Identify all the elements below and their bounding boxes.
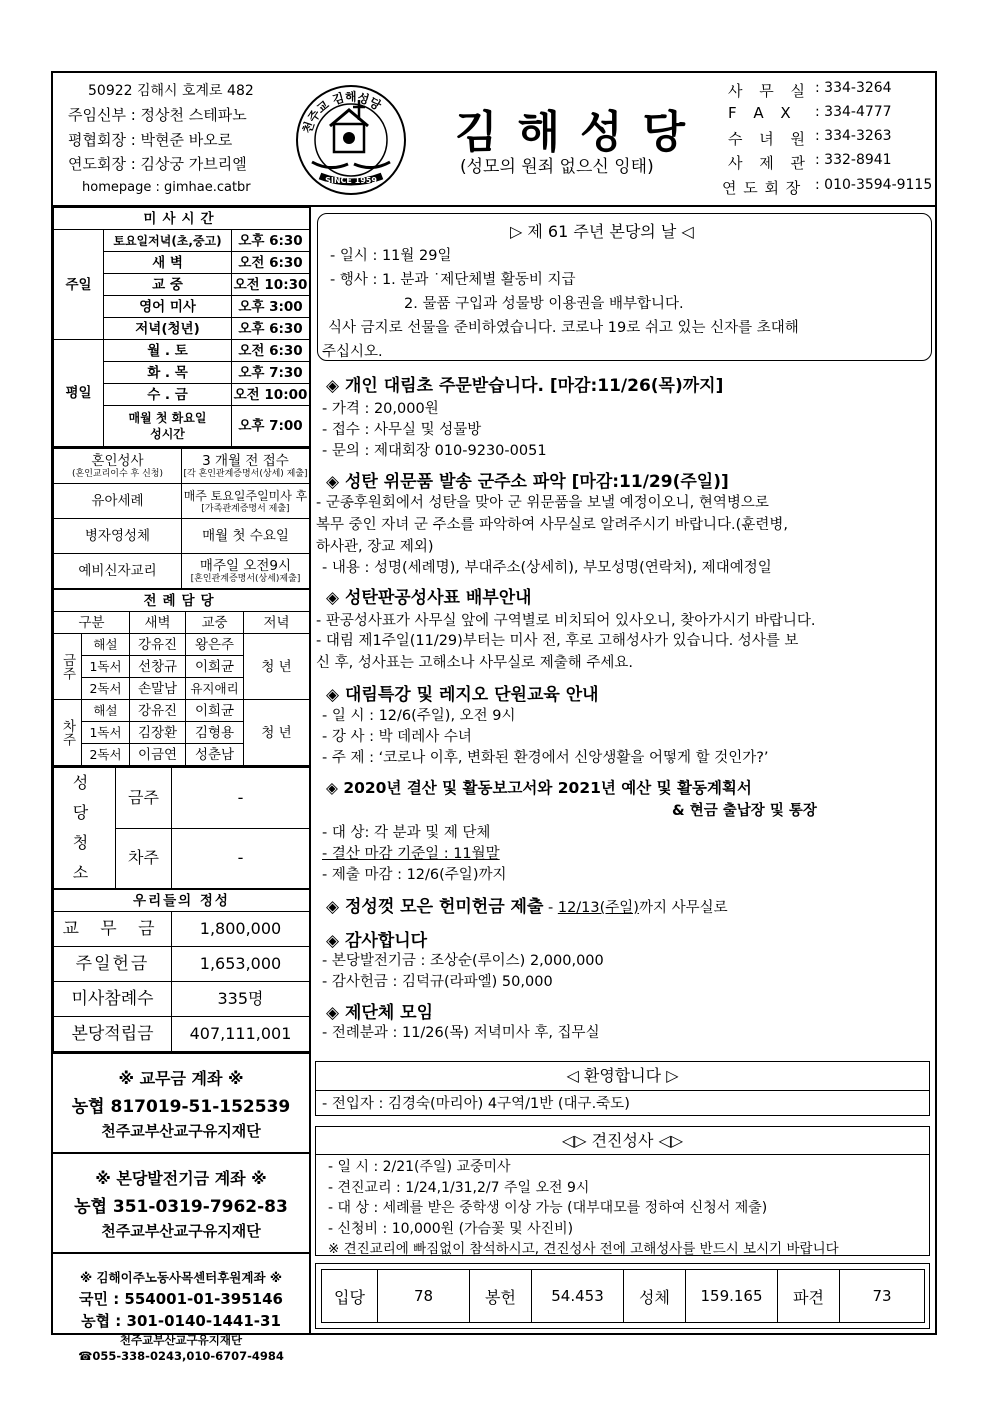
liturgy-dawn: 강유진 xyxy=(130,700,186,722)
sacrament-value: 3 개월 전 접수 xyxy=(202,453,289,469)
notice-line: - 감사헌금 : 김덕규(라파엘) 50,000 xyxy=(322,974,553,990)
confirmation-line: - 견진교리 : 1/24,1/31,2/7 주일 오전 9시 xyxy=(328,1179,590,1196)
sunday-label: 주일 xyxy=(54,230,104,340)
sacrament-name: 예비신자교리 xyxy=(54,554,182,589)
labor-center-holder: 천주교부산교구유지재단 xyxy=(119,1333,243,1347)
stat-label: 봉헌 xyxy=(470,1270,532,1323)
liturgy-role: 2독서 xyxy=(82,678,130,700)
notice-line: 신 후, 성사표는 고해소나 사무실로 제출해 주세요. xyxy=(316,655,634,671)
labor-center-line1: 국민 : 554001-01-395146 xyxy=(79,1290,283,1308)
stat-value: 78 xyxy=(378,1270,470,1323)
liturgy-role: 해설 xyxy=(82,634,130,656)
notice-title: ◈ 2020년 결산 및 활동보고서와 2021년 예산 및 활동계획서 xyxy=(326,779,752,797)
stat-label: 입당 xyxy=(322,1270,378,1323)
notice-line: - 군종후원회에서 성탄을 맞아 군 위문품을 보낼 예정이오니, 현역병으로 xyxy=(316,495,769,511)
notice-line: - 접수 : 사무실 및 성물방 xyxy=(322,422,482,438)
liturgy-main: 성춘남 xyxy=(186,744,244,766)
cleaning-table xyxy=(53,766,310,889)
offering-name: 미사참례수 xyxy=(54,982,172,1017)
offering-value: 1,653,000 xyxy=(172,947,310,982)
notice-title xyxy=(326,892,728,917)
stat-value: 54.453 xyxy=(532,1270,624,1323)
page-title: 김해성당 xyxy=(455,107,706,158)
stat-value: 159.165 xyxy=(686,1270,778,1323)
notice-line: - 대 상: 각 분과 및 제 단체 xyxy=(322,825,491,841)
labor-center-account xyxy=(53,1252,309,1364)
cleaning-label: 성당 청소 xyxy=(54,767,116,889)
notice-line: - 내용 : 성명(세례명), 부대주소(상세히), 부모성명(연락처), 제대예정일 xyxy=(322,560,772,576)
stats-table xyxy=(321,1269,925,1323)
notice-line: - 강 사 : 박 데레사 수녀 xyxy=(322,729,472,745)
offering-name: 본당적립금 xyxy=(54,1017,172,1052)
legion-info: 연도회장 : 김상궁 가브리엘 xyxy=(68,155,247,173)
notice-line: - 문의 : 제대회장 010-9230-0051 xyxy=(322,443,547,459)
next-week-label: 차주 xyxy=(54,700,82,766)
welcome-line: - 전입자 : 김경숙(마리아) 4구역/1반 (대구.죽도) xyxy=(322,1096,630,1112)
confirmation-line: - 일 시 : 2/21(주일) 교중미사 xyxy=(328,1159,511,1175)
notice-title: ◈ 개인 대림초 주문받습니다. [마감:11/26(목)까지] xyxy=(326,376,724,396)
offering-name: 교 무 금 xyxy=(54,912,172,947)
contact-value: : 334-3264 xyxy=(815,80,892,96)
sacrament-value-note: [각 혼인관계증명서(상세) 제출] xyxy=(183,469,308,479)
offering-name: 주일헌금 xyxy=(54,947,172,982)
labor-center-phone: ☎055-338-0243,010-6707-4984 xyxy=(78,1349,284,1363)
sacrament-name: 혼인성사 xyxy=(91,453,144,469)
offering-value: 1,800,000 xyxy=(172,912,310,947)
contact-label: F A X xyxy=(728,104,797,122)
anniversary-line: - 일시 : 11월 29일 xyxy=(330,248,452,264)
offering-value: 407,111,001 xyxy=(172,1017,310,1052)
contact-label: 사 무 실 xyxy=(728,82,812,100)
cleaning-next-week-label: 차주 xyxy=(116,828,172,888)
confirmation-line: - 신청비 : 10,000원 (가슴꽃 및 사진비) xyxy=(328,1220,574,1237)
notice-title: ◈ 성탄 위문품 발송 군주소 파악 [마감:11/29(주일)] xyxy=(326,472,729,492)
notice-title-continued: & 현금 출납장 및 통장 xyxy=(672,803,817,819)
liturgy-dawn: 손말남 xyxy=(130,678,186,700)
liturgy-title: 전례담당 xyxy=(54,590,310,612)
mass-name: 화 . 목 xyxy=(104,362,232,384)
welcome-title: ◁ 환영합니다 ▷ xyxy=(316,1062,929,1091)
confirmation-lines xyxy=(316,1155,929,1260)
notice-title-date: 12/13(주일) xyxy=(557,900,639,916)
liturgy-main: 이희균 xyxy=(186,700,244,722)
homepage-link[interactable]: homepage : gimhae.catbr xyxy=(82,180,251,195)
liturgy-header: 저녁 xyxy=(244,612,310,634)
liturgy-dawn: 김장환 xyxy=(130,722,186,744)
notice-line: 하사관, 장교 제외) xyxy=(316,539,434,555)
notice-title-suffix: 까지 사무실로 xyxy=(638,900,728,916)
tithe-account xyxy=(53,1052,309,1146)
mass-name: 영어 미사 xyxy=(104,296,232,318)
development-fund-account xyxy=(53,1152,309,1246)
sacrament-note: (혼인교리이수 후 신청) xyxy=(72,469,163,479)
stats-bar xyxy=(315,1263,930,1329)
confirmation-title: ◁▷ 견진성사 ◁▷ xyxy=(316,1127,929,1155)
liturgy-table xyxy=(53,589,310,766)
notice-line: - 본당발전기금 : 조상순(루이스) 2,000,000 xyxy=(322,953,604,969)
council-info: 평협회장 : 박현준 바오로 xyxy=(68,131,233,149)
tithe-account-number: 농협 817019-51-152539 xyxy=(71,1097,291,1117)
stat-value: 73 xyxy=(840,1270,925,1323)
sacraments-table xyxy=(53,447,310,589)
anniversary-title: ▷ 제 61 주년 본당의 날 ◁ xyxy=(510,222,694,241)
liturgy-dawn: 강유진 xyxy=(130,634,186,656)
welcome-box xyxy=(315,1061,930,1116)
mass-name: 토요일저녁(초,중고) xyxy=(104,230,232,252)
parish-address: 50922 김해시 호계로 482 xyxy=(88,83,254,99)
notice-line: - 대림 제1주일(11/29)부터는 미사 전, 후로 고해성사가 있습니다. 성사를 보 xyxy=(316,633,799,649)
cleaning-this-week-label: 금주 xyxy=(116,767,172,828)
liturgy-evening: 청 년 xyxy=(244,634,310,700)
sacrament-value: 매주 토요일주일미사 후 xyxy=(183,489,308,503)
notice-line: - 일 시 : 12/6(주일), 오전 9시 xyxy=(322,708,516,724)
tithe-account-holder: 천주교부산교구유지재단 xyxy=(101,1122,261,1140)
liturgy-main: 이희균 xyxy=(186,656,244,678)
liturgy-main: 왕은주 xyxy=(186,634,244,656)
mass-time: 오후 6:30 xyxy=(232,318,310,340)
mass-time: 오전 6:30 xyxy=(232,340,310,362)
sacrament-name: 유아세례 xyxy=(54,484,182,519)
contact-value: : 334-3263 xyxy=(815,128,892,144)
liturgy-main: 김형용 xyxy=(186,722,244,744)
page-subtitle: (성모의 원죄 없으신 잉태) xyxy=(460,157,654,177)
liturgy-role: 1독서 xyxy=(82,722,130,744)
offerings-title: 우리들의 정성 xyxy=(54,890,310,912)
anniversary-line: - 행사 : 1. 분과 ˙제단체별 활동비 지급 xyxy=(330,272,576,288)
notice-line: - 결산 마감 기준일 : 11월말 xyxy=(322,846,500,862)
liturgy-main: 유지애리 xyxy=(186,678,244,700)
this-week-label: 금주 xyxy=(54,634,82,700)
notice-line: - 가격 : 20,000원 xyxy=(322,401,439,417)
notice-title: ◈ 성탄판공성사표 배부안내 xyxy=(326,588,532,608)
contact-label: 수 녀 원 xyxy=(728,130,812,148)
contact-value: : 334-4777 xyxy=(815,104,892,120)
mass-time: 오후 7:00 xyxy=(232,406,310,447)
development-fund-holder: 천주교부산교구유지재단 xyxy=(101,1222,261,1240)
liturgy-header: 새벽 xyxy=(130,612,186,634)
confirmation-line: - 대 상 : 세례를 받은 중학생 이상 가능 (대부대모를 정하여 신청서 제출) xyxy=(328,1200,768,1216)
mass-name: 매월 첫 화요일 성시간 xyxy=(104,406,232,447)
contact-value: : 332-8941 xyxy=(815,152,892,168)
tithe-account-title: ※ 교무금 계좌 ※ xyxy=(118,1069,244,1088)
sacrament-value: 매월 첫 수요일 xyxy=(182,519,310,554)
notice-line: 복무 중인 자녀 군 주소를 파악하여 사무실로 알려주시기 바랍니다.(훈련병, xyxy=(316,517,788,533)
liturgy-header: 교중 xyxy=(186,612,244,634)
mass-name: 새 벽 xyxy=(104,252,232,274)
liturgy-evening: 청 년 xyxy=(244,700,310,766)
notice-title: ◈ 대림특강 및 레지오 단원교육 안내 xyxy=(326,685,599,705)
liturgy-role: 해설 xyxy=(82,700,130,722)
left-column xyxy=(53,207,309,1364)
weekday-label: 평일 xyxy=(54,340,104,447)
notice-line: - 제출 마감 : 12/6(주일)까지 xyxy=(322,867,507,883)
development-fund-title: ※ 본당발전기금 계좌 ※ xyxy=(95,1169,267,1188)
mass-time: 오전 10:00 xyxy=(232,384,310,406)
notice-title: ◈ 감사합니다 xyxy=(326,931,428,951)
mass-name: 수 . 금 xyxy=(104,384,232,406)
mass-schedule-table xyxy=(53,207,310,447)
mass-time: 오전 10:30 xyxy=(232,274,310,296)
sacrament-name: 병자영성체 xyxy=(54,519,182,554)
cleaning-this-week: - xyxy=(172,767,310,828)
notice-line: - 전례분과 : 11/26(목) 저녁미사 후, 집무실 xyxy=(322,1025,600,1041)
labor-center-title: ※ 김해이주노동사목센터후원계좌 ※ xyxy=(79,1270,283,1285)
liturgy-dawn: 이금연 xyxy=(130,744,186,766)
pastor-info: 주임신부 : 정상천 스테파노 xyxy=(68,106,247,124)
mass-schedule-title: 미사시간 xyxy=(54,208,310,230)
confirmation-box xyxy=(315,1126,930,1256)
notice-title-text: ◈ 정성껏 모은 헌미헌금 제출 xyxy=(326,897,544,917)
offering-value: 335명 xyxy=(172,982,310,1017)
contact-label: 연 도 회 장 xyxy=(722,179,802,197)
mass-time: 오후 6:30 xyxy=(232,230,310,252)
anniversary-line: 주십시오. xyxy=(322,344,383,360)
mass-name: 월 . 토 xyxy=(104,340,232,362)
sacrament-value: 매주일 오전9시 xyxy=(199,558,292,574)
sacrament-value-note: [혼인관계증명서(상세)제출] xyxy=(190,574,301,584)
mass-time: 오후 7:30 xyxy=(232,362,310,384)
anniversary-line: 식사 금지로 선물을 준비하였습니다. 코로나 19로 쉬고 있는 신자를 초대해 xyxy=(328,320,799,336)
liturgy-dawn: 선창규 xyxy=(130,656,186,678)
notice-line: - 주 제 : ‘코로나 이후, 변화된 환경에서 신앙생활을 어떻게 할 것인가?’ xyxy=(322,750,769,766)
offerings-table xyxy=(53,889,310,1052)
stat-label: 성체 xyxy=(624,1270,686,1323)
mass-time: 오후 3:00 xyxy=(232,296,310,318)
notice-title-dash: - xyxy=(543,900,558,916)
stat-label: 파견 xyxy=(778,1270,840,1323)
logo-since: SINCE 1959 xyxy=(325,176,377,185)
mass-time: 오전 6:30 xyxy=(232,252,310,274)
mass-name: 교 중 xyxy=(104,274,232,296)
notice-title: ◈ 제단체 모임 xyxy=(326,1003,434,1023)
liturgy-role: 2독서 xyxy=(82,744,130,766)
mass-name: 저녁(청년) xyxy=(104,318,232,340)
confirmation-line: ※ 견진교리에 빠짐없이 참석하시고, 견진성사 전에 고해성사를 반드시 보시기 바랍니다 xyxy=(328,1241,839,1257)
anniversary-line: 2. 물품 구입과 성물방 이용권을 배부합니다. xyxy=(404,296,684,312)
svg-text:천주교 김해성당 xyxy=(299,89,384,135)
labor-center-line2: 농협 : 301-0140-1441-31 xyxy=(81,1312,281,1330)
logo-ring-text: 천주교 김해성당 xyxy=(299,89,384,136)
parish-logo-icon xyxy=(290,80,412,200)
liturgy-header: 구분 xyxy=(54,612,130,634)
sacrament-value-note: [가족관계증명서 제출] xyxy=(201,504,290,514)
notice-line: - 판공성사표가 사무실 앞에 구역별로 비치되어 있사오니, 찾아가시기 바랍니다. xyxy=(316,613,816,629)
cleaning-next-week: - xyxy=(172,828,310,888)
development-fund-number: 농협 351-0319-7962-83 xyxy=(74,1197,288,1217)
contact-value: : 010-3594-9115 xyxy=(815,177,933,193)
contact-label: 사 제 관 xyxy=(728,154,812,172)
liturgy-role: 1독서 xyxy=(82,656,130,678)
